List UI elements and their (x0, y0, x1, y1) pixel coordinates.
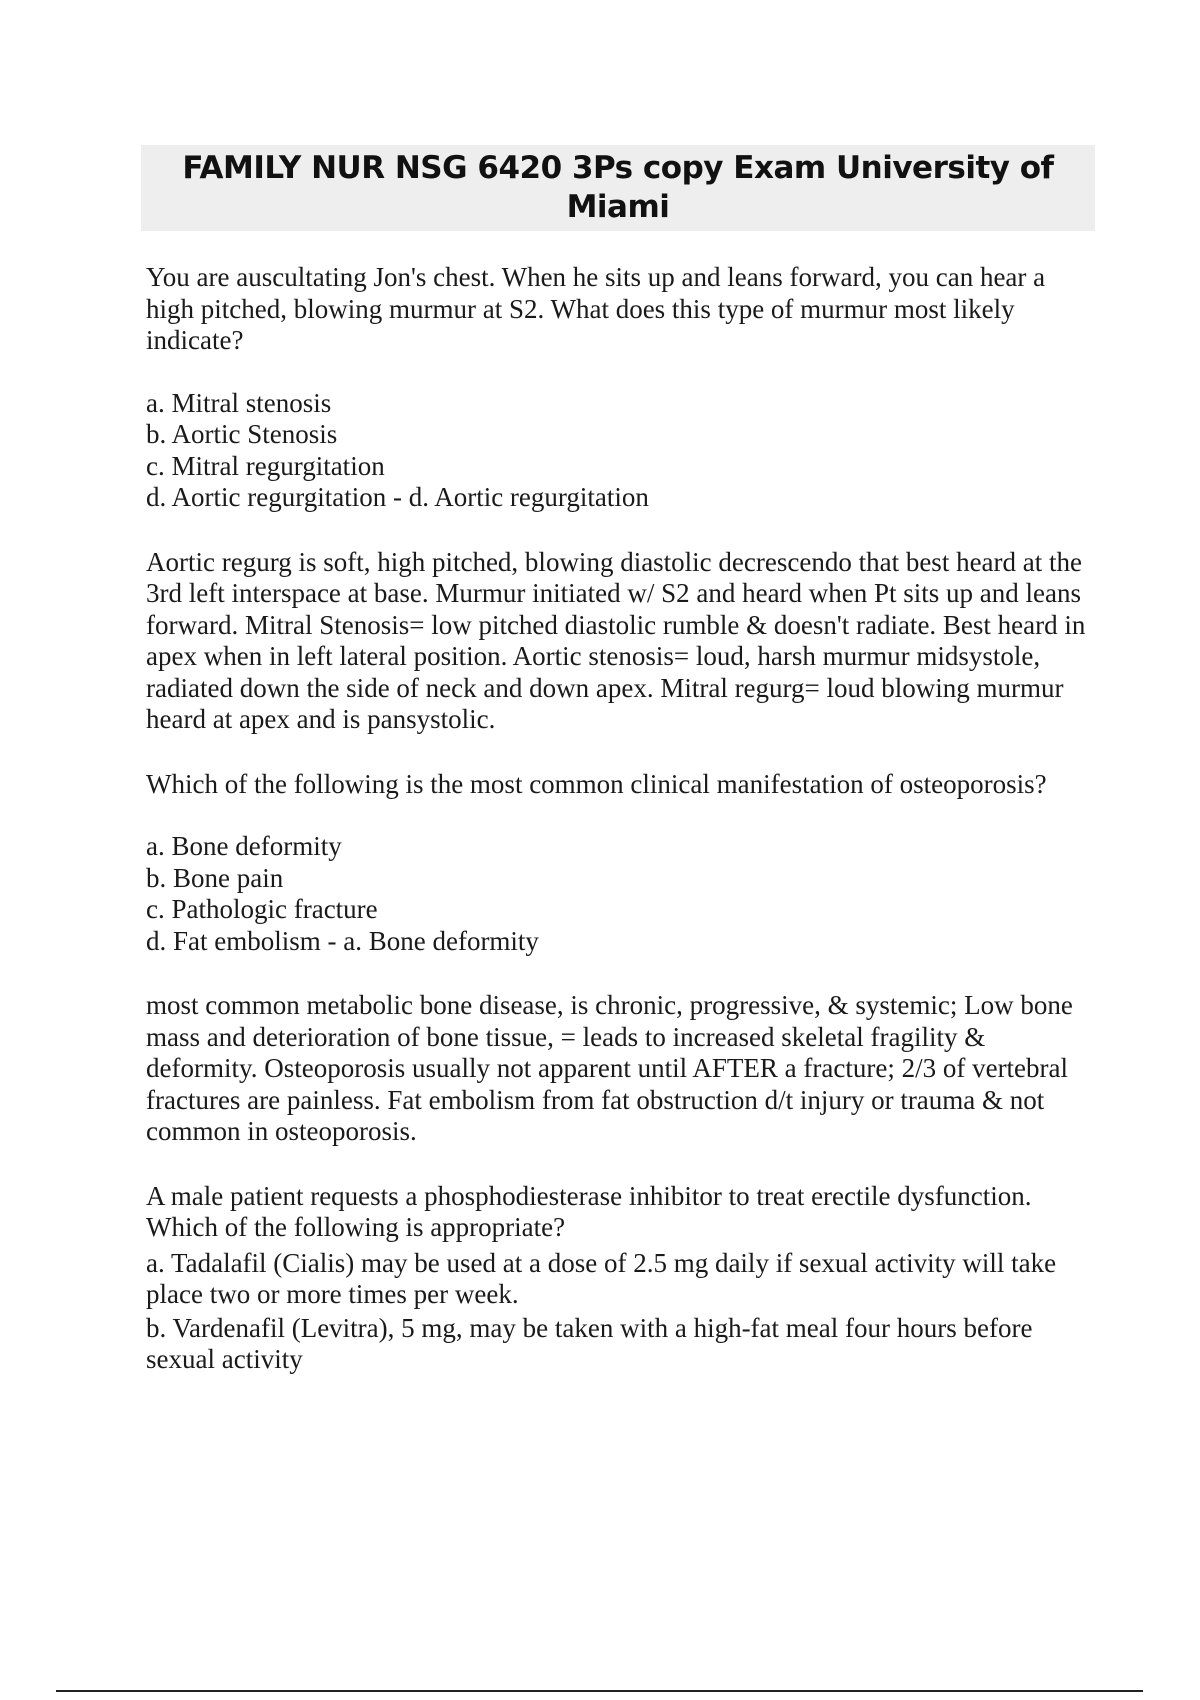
question-1-option-b: b. Aortic Stenosis (146, 419, 338, 449)
question-3-options (146, 1248, 1096, 1376)
question-2-option-a: a. Bone deformity (146, 831, 342, 861)
document-title: FAMILY NUR NSG 6420 3Ps copy Exam University of Miami (141, 145, 1095, 231)
question-1-option-a: a. Mitral stenosis (146, 387, 332, 418)
question-2-options (146, 831, 1096, 957)
question-2-explanation: most common metabolic bone disease, is chronic, progressive, & systemic; Low bone mass and deterioration of bone tissue, = leads to increased skeletal fragility & deformity. Osteoporosis usually not apparent until AFTER a fracture; 2/3 of vertebral fractures are painless. Fat embolism from fat obstruction d/t injury or trauma & not common in osteoporosis. (146, 990, 1073, 1146)
question-1-explanation: Aortic regurg is soft, high pitched, blowing diastolic decrescendo that best heard at the 3rd left interspace at base. Murmur initiated w/ S2 and heard when Pt sits up and leans forward. Mitral Stenosis= low pitched diastolic rumble & doesn't radiate. Best heard in apex when in left lateral position. Aortic stenosis= loud, harsh murmur midsystole, radiated down the side of neck and down apex. Mitral regurg= loud blowing murmur heard at apex and is pansystolic. (146, 546, 1086, 734)
question-2-option-b: b. Bone pain (146, 862, 284, 893)
question-1-options (146, 388, 1096, 514)
question-2-option-d: d. Fat embolism - a. Bone deformity (146, 925, 539, 956)
question-3-text: A male patient requests a phosphodiesterase inhibitor to treat erectile dysfunction. Which of the following is appropriate? (146, 1180, 1032, 1242)
question-3-option-a: a. Tadalafil (Cialis) may be used at a dose of 2.5 mg daily if sexual activity will take place two or more times per week. (146, 1247, 1057, 1309)
question-1-option-c: c. Mitral regurgitation (146, 450, 385, 481)
question-2-text: Which of the following is the most common clinical manifestation of osteoporosis? (146, 768, 1047, 799)
document-body (146, 262, 1096, 1409)
question-1-option-d: d. Aortic regurgitation - d. Aortic regurgitation (146, 482, 649, 512)
question-2-option-c: c. Pathologic fracture (146, 894, 378, 924)
question-1-text: You are auscultating Jon's chest. When he sits up and leans forward, you can hear a high pitched, blowing murmur at S2. What does this type of murmur most likely indicate? (146, 262, 1046, 355)
question-3-option-b: b. Vardenafil (Levitra), 5 mg, may be taken with a high-fat meal four hours before sexual activity (146, 1312, 1033, 1374)
footer-divider (56, 1690, 1143, 1692)
